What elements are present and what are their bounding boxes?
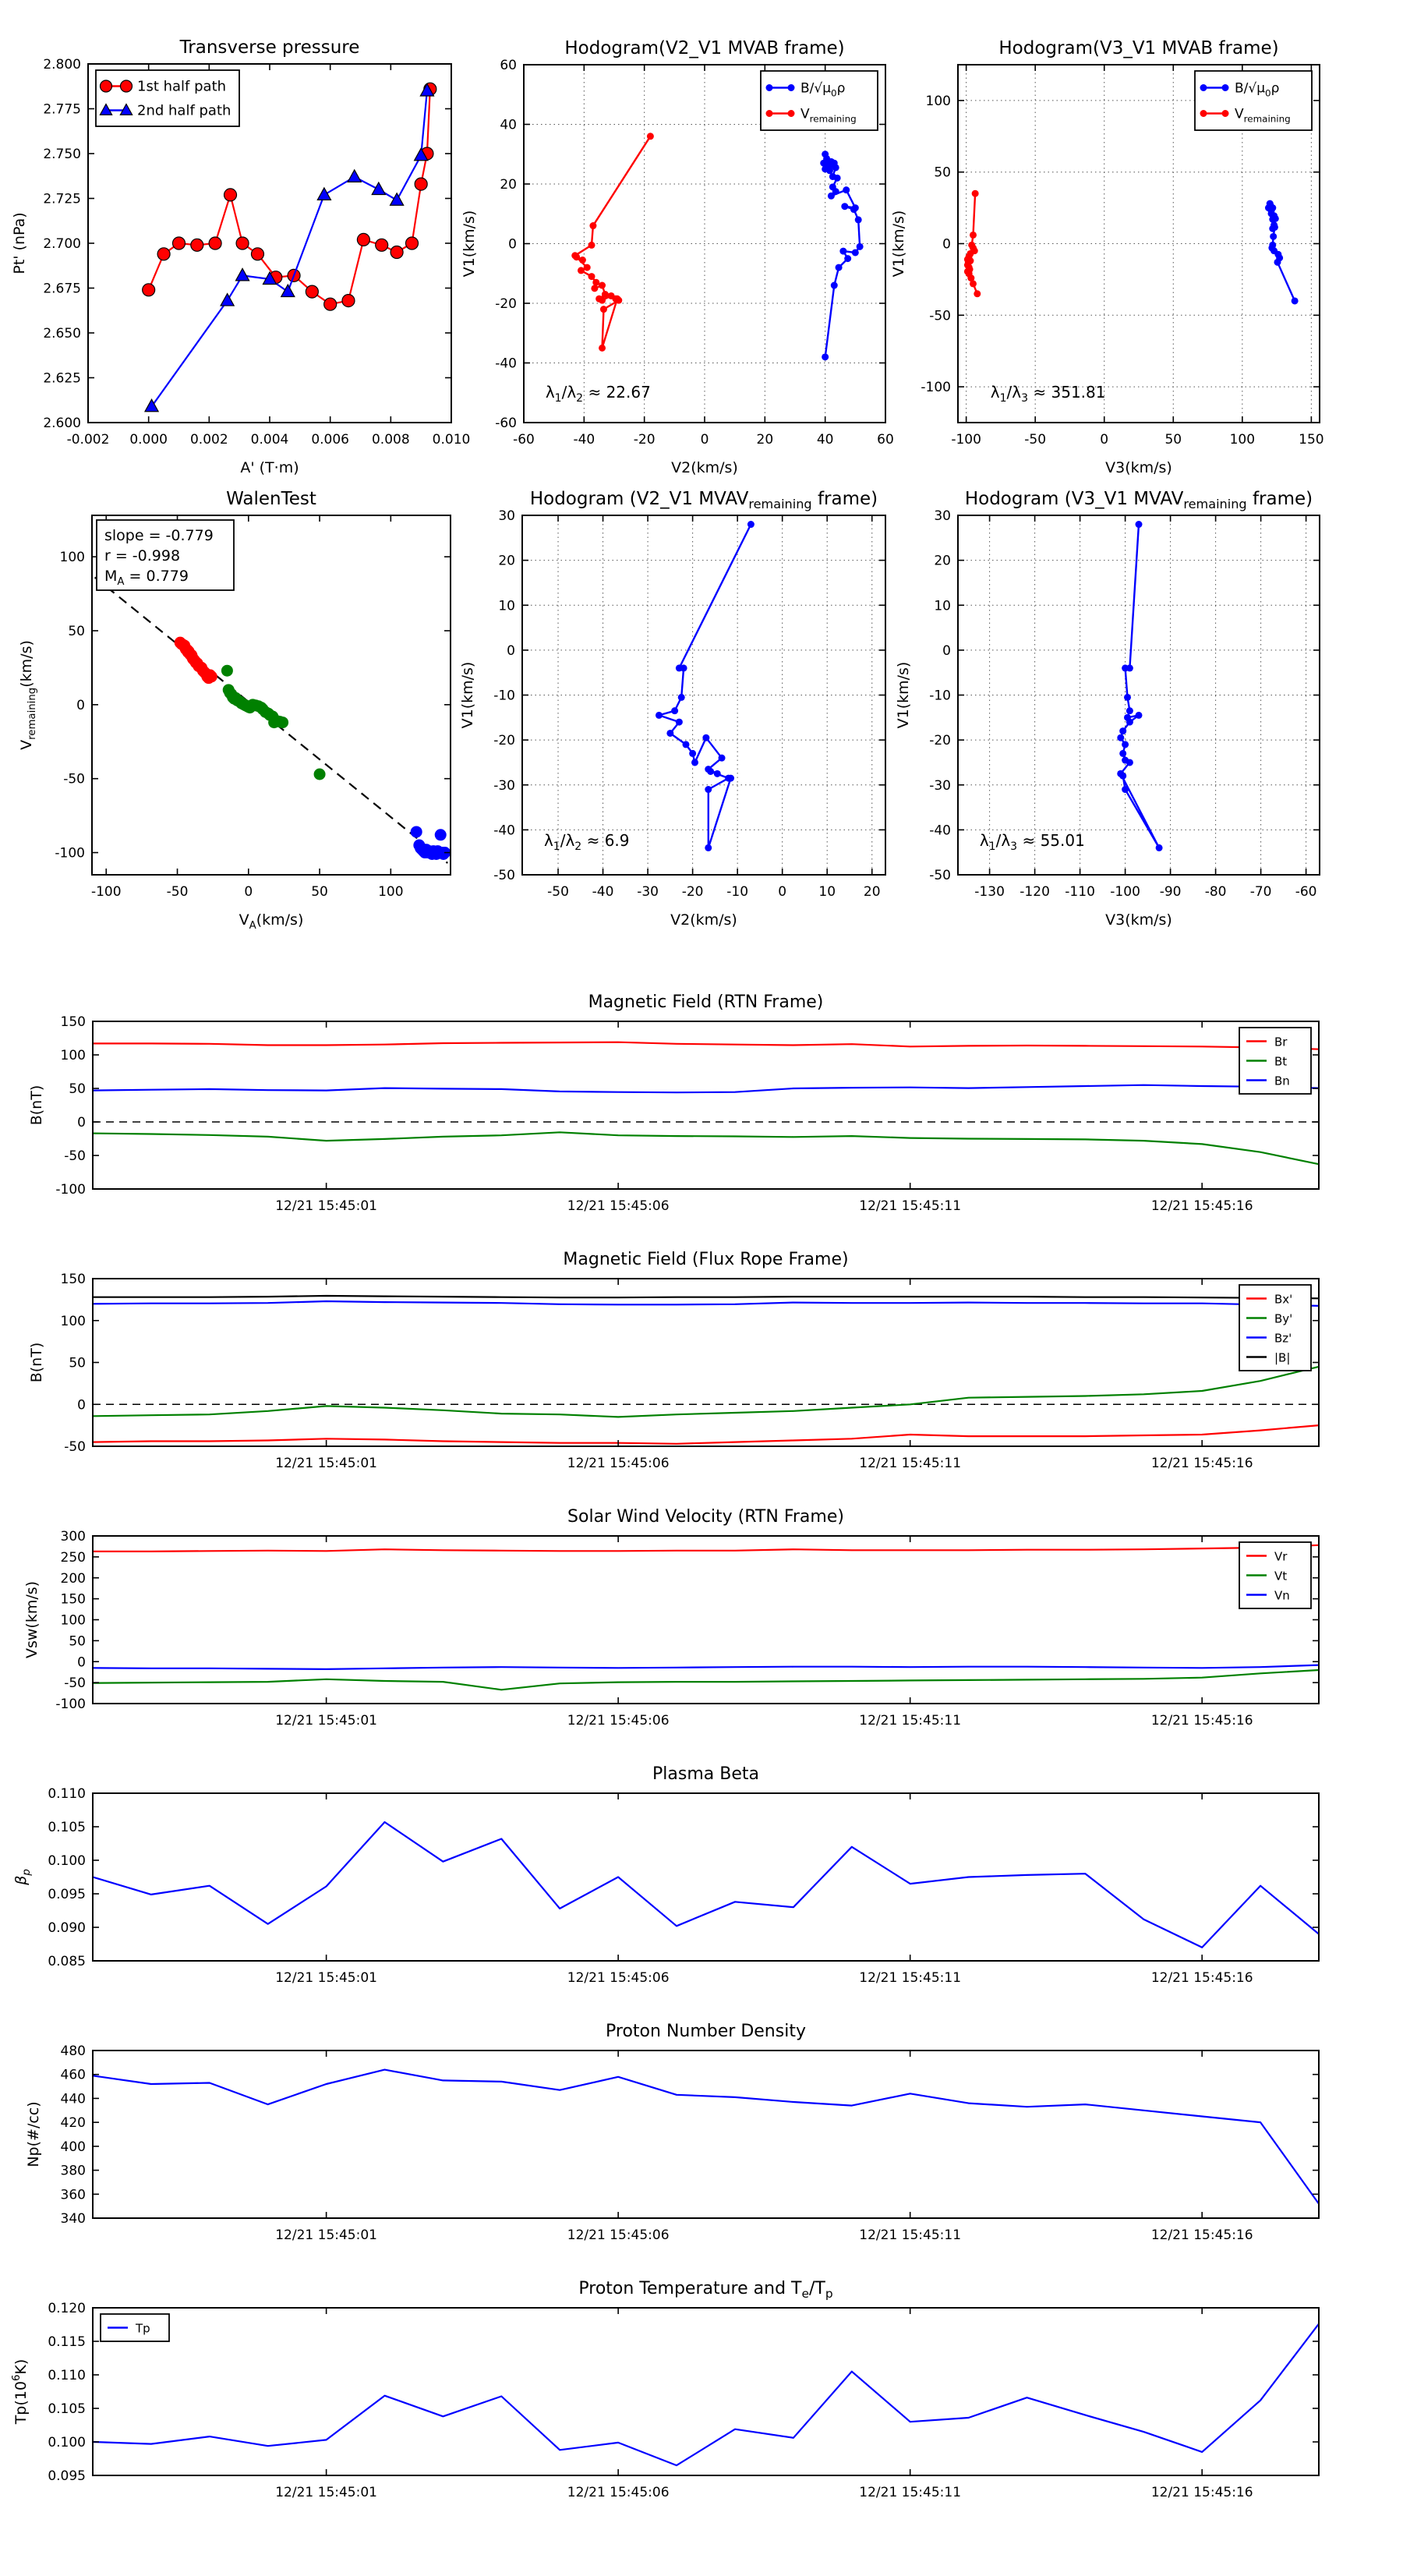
proton-density-ytick-label: 420 (60, 2115, 86, 2132)
hodogram-v2v1-mvav-title: Hodogram (V2_V1 $MVAV_{remaining}$ frame) (529, 489, 878, 511)
plasma-beta-ytick-label: 0.100 (48, 1853, 86, 1869)
walen-test (18, 489, 451, 932)
hodogram-v2v1-mvab-ytick-label: 60 (500, 58, 517, 73)
solar-wind-velocity-ylabel: Vsw(km/s) (23, 1580, 41, 1659)
hodogram-v2v1-mvav-ytick-label: 10 (498, 598, 515, 614)
hodogram-v2v1-mvab-xlabel: V2(km/s) (671, 459, 738, 476)
walen-test-xtick-label: 50 (311, 884, 328, 900)
hodogram-v2v1-mvab-xtick-label: -40 (573, 432, 595, 448)
transverse-pressure-xtick-label: 0.008 (371, 432, 410, 448)
mag-field-flux-rope-xtick-label: 12/21 15:45:01 (275, 1456, 377, 1471)
solar-wind-velocity-legend-label: Vn (1274, 1588, 1290, 1603)
hodogram-v3v1-mvab (890, 38, 1324, 476)
proton-temperature (11, 2279, 1319, 2500)
hodogram-v3v1-mvab-title: Hodogram(V3_V1 MVAB frame) (998, 38, 1279, 58)
mag-field-flux-rope-ytick-label: 50 (69, 1355, 86, 1371)
hodogram-v3v1-mvav-ytick-label: 20 (934, 553, 951, 569)
transverse-pressure-ytick-label: 2.600 (43, 416, 81, 431)
solar-wind-velocity-ytick-label: 200 (60, 1570, 86, 1587)
hodogram-v2v1-mvab-xtick-label: 40 (816, 432, 834, 448)
proton-temperature-xtick-label: 12/21 15:45:01 (275, 2485, 377, 2500)
solar-wind-velocity (23, 1507, 1319, 1729)
hodogram-v3v1-mvab-ytick-label: 50 (934, 165, 951, 181)
proton-density-title: Proton Number Density (606, 2022, 806, 2041)
mag-field-flux-rope-title: Magnetic Field (Flux Rope Frame) (563, 1250, 849, 1269)
solar-wind-velocity-title: Solar Wind Velocity (RTN Frame) (567, 1507, 844, 1527)
transverse-pressure-ytick-label: 2.775 (43, 101, 81, 118)
proton-density-ytick-label: 460 (60, 2067, 86, 2083)
transverse-pressure-xtick-label: 0.010 (432, 432, 471, 448)
mag-field-rtn (28, 993, 1319, 1214)
hodogram-v3v1-mvav-ylabel: V1(km/s) (895, 661, 912, 729)
plasma-beta-xtick-label: 12/21 15:45:11 (859, 1970, 962, 1986)
hodogram-v2v1-mvab-xtick-label: 20 (756, 432, 774, 448)
solar-wind-velocity-ytick-label: 250 (60, 1549, 86, 1566)
hodogram-v2v1-mvav-annotation: $\lambda_1/\lambda_2 \approx 6.9$ (543, 831, 630, 854)
proton-temperature-ytick-label: 0.105 (48, 2401, 86, 2417)
proton-density-ylabel: Np(#/cc) (25, 2101, 42, 2167)
hodogram-v3v1-mvav-ytick-label: -10 (929, 688, 951, 704)
proton-temperature-title: Proton Temperature and $T_e/T_p$ (578, 2279, 833, 2301)
proton-density-ytick-label: 380 (60, 2163, 86, 2179)
hodogram-v3v1-mvav-ytick-label: -40 (929, 823, 951, 839)
proton-temperature-xtick-label: 12/21 15:45:06 (567, 2485, 670, 2500)
mag-field-rtn-series (93, 1042, 1319, 1049)
plasma-beta-title: Plasma Beta (652, 1764, 759, 1784)
plasma-beta-ytick-label: 0.110 (48, 1786, 86, 1802)
hodogram-v2v1-mvav-ytick-label: -20 (493, 733, 515, 749)
hodogram-v2v1-mvab-ytick-label: 40 (500, 117, 517, 133)
solar-wind-velocity-legend-label: Vr (1274, 1549, 1288, 1564)
plasma-beta-ytick-label: 0.105 (48, 1820, 86, 1835)
solar-wind-velocity-ytick-label: -100 (55, 1697, 86, 1712)
hodogram-v3v1-mvav-xtick-label: -130 (974, 884, 1005, 900)
transverse-pressure-ytick-label: 2.675 (43, 281, 81, 297)
hodogram-v3v1-mvav-xtick-label: -60 (1295, 884, 1317, 900)
hodogram-v3v1-mvav-ytick-label: 0 (942, 642, 951, 659)
hodogram-v3v1-mvav-xtick-label: -90 (1159, 884, 1182, 900)
walen-test-title: WalenTest (226, 489, 316, 509)
hodogram-v3v1-mvab-xtick-label: 100 (1229, 432, 1256, 448)
hodogram-v3v1-mvab-legend-label: $B/√\mu_0\rho$ (1235, 80, 1280, 99)
solar-wind-velocity-legend-label: Vt (1274, 1569, 1288, 1583)
solar-wind-velocity-ytick-label: 150 (60, 1591, 86, 1608)
hodogram-v2v1-mvab-ylabel: V1(km/s) (461, 210, 478, 278)
mag-field-rtn-xtick-label: 12/21 15:45:11 (859, 1198, 962, 1214)
transverse-pressure-ytick-label: 2.625 (43, 370, 81, 387)
hodogram-v3v1-mvav-ytick-label: -30 (929, 777, 951, 794)
transverse-pressure-ytick-label: 2.725 (43, 191, 81, 207)
transverse-pressure-xtick-label: 0.004 (250, 432, 289, 448)
walen-test-ytick-label: 0 (76, 697, 85, 713)
transverse-pressure-legend-label: 1st half path (137, 78, 227, 95)
walen-test-xtick-label: 0 (244, 884, 253, 900)
hodogram-v3v1-mvab-xtick-label: -50 (1024, 432, 1047, 448)
hodogram-v2v1-mvav-ytick-label: -10 (493, 688, 515, 704)
walen-test-xtick-label: -50 (166, 884, 189, 900)
hodogram-v2v1-mvab-series (575, 136, 651, 349)
hodogram-v2v1-mvav-ytick-label: 0 (507, 642, 515, 659)
hodogram-v3v1-mvab-xlabel: V3(km/s) (1105, 459, 1172, 476)
mag-field-rtn-legend-label: Bn (1274, 1074, 1290, 1088)
walen-test-xtick-label: 100 (378, 884, 404, 900)
hodogram-v2v1-mvav-xtick-label: 10 (818, 884, 836, 900)
proton-temperature-series (93, 2321, 1319, 2466)
mag-field-rtn-legend-label: Bt (1274, 1054, 1288, 1069)
solar-wind-velocity-xtick-label: 12/21 15:45:11 (859, 1713, 962, 1729)
proton-density-xtick-label: 12/21 15:45:16 (1150, 2227, 1253, 2243)
hodogram-v3v1-mvab-xtick-label: 150 (1299, 432, 1324, 448)
hodogram-v3v1-mvab-ytick-label: 0 (942, 236, 951, 253)
hodogram-v3v1-mvav-title: Hodogram (V3_V1 $MVAV_{remaining}$ frame) (964, 489, 1313, 511)
mag-field-flux-rope-series (93, 1425, 1319, 1444)
hodogram-v2v1-mvav-ytick-label: -30 (493, 777, 515, 794)
proton-density-series (93, 2070, 1319, 2204)
proton-density-frame (93, 2051, 1319, 2218)
solar-wind-velocity-ytick-label: 0 (77, 1654, 86, 1671)
hodogram-v2v1-mvab-xtick-label: 60 (877, 432, 894, 448)
transverse-pressure-legend-label: 2nd half path (137, 102, 231, 119)
hodogram-v2v1-mvav-xtick-label: -50 (547, 884, 569, 900)
hodogram-v3v1-mvav-xtick-label: -70 (1249, 884, 1272, 900)
plasma-beta-ylabel: $\beta_p$ (12, 1869, 33, 1885)
walen-test-ytick-label: 100 (59, 550, 85, 566)
hodogram-v3v1-mvab-ytick-label: 100 (925, 93, 951, 109)
mag-field-flux-rope-legend-label: |B| (1274, 1350, 1291, 1365)
mag-field-rtn-series (93, 1085, 1319, 1093)
hodogram-v2v1-mvav-xtick-label: 0 (778, 884, 787, 900)
walen-test-stats-line: slope = -0.779 (104, 527, 214, 544)
transverse-pressure-xtick-label: 0.006 (311, 432, 350, 448)
mag-field-rtn-title: Magnetic Field (RTN Frame) (588, 993, 824, 1012)
walen-test-xtick-label: -100 (90, 884, 122, 900)
transverse-pressure-xtick-label: -0.002 (66, 432, 110, 448)
hodogram-v2v1-mvab (461, 38, 894, 476)
hodogram-v3v1-mvav-ytick-label: -20 (929, 733, 951, 749)
plasma-beta-xtick-label: 12/21 15:45:16 (1150, 1970, 1253, 1986)
solar-wind-velocity-ytick-label: -50 (64, 1675, 86, 1692)
mag-field-flux-rope-ytick-label: 100 (60, 1313, 86, 1329)
hodogram-v2v1-mvab-ytick-label: 0 (508, 236, 517, 253)
hodogram-v3v1-mvab-xtick-label: -100 (951, 432, 981, 448)
proton-temperature-legend-label: Tp (136, 2321, 150, 2336)
solar-wind-velocity-xtick-label: 12/21 15:45:16 (1150, 1713, 1253, 1729)
hodogram-v3v1-mvab-annotation: $\lambda_1/\lambda_3 \approx 351.81$ (990, 382, 1106, 405)
hodogram-v3v1-mvav (895, 489, 1320, 929)
walen-test-stats-line: r = -0.998 (104, 547, 181, 564)
transverse-pressure-ytick-label: 2.800 (43, 57, 81, 73)
plasma-beta-series (93, 1822, 1319, 1948)
mag-field-flux-rope-series (93, 1301, 1319, 1306)
plasma-beta-frame (93, 1793, 1319, 1961)
solar-wind-velocity-ytick-label: 100 (60, 1612, 86, 1629)
proton-temperature-frame (93, 2308, 1319, 2475)
mag-field-flux-rope-ytick-label: -50 (64, 1439, 86, 1455)
hodogram-v2v1-mvav-ytick-label: -50 (493, 868, 515, 883)
hodogram-v2v1-mvav-ytick-label: 30 (498, 508, 515, 524)
solar-wind-velocity-xtick-label: 12/21 15:45:01 (275, 1713, 377, 1729)
transverse-pressure-ylabel: Pt' (nPa) (11, 212, 28, 274)
mag-field-rtn-ytick-label: -50 (64, 1148, 86, 1164)
mag-field-flux-rope-legend-label: By' (1274, 1311, 1293, 1326)
proton-density-ytick-label: 360 (60, 2187, 86, 2203)
hodogram-v2v1-mvav-xtick-label: -10 (726, 884, 749, 900)
hodogram-v3v1-mvav-ytick-label: 30 (934, 508, 951, 524)
plasma-beta (12, 1764, 1319, 1986)
walen-test-ytick-label: -50 (63, 771, 85, 787)
mag-field-flux-rope-xtick-label: 12/21 15:45:16 (1150, 1456, 1253, 1471)
proton-density-ytick-label: 440 (60, 2091, 86, 2107)
solar-wind-velocity-series (93, 1665, 1319, 1669)
proton-temperature-ytick-label: 0.100 (48, 2435, 86, 2450)
mag-field-rtn-ytick-label: 150 (60, 1014, 86, 1030)
mag-field-rtn-ytick-label: -100 (55, 1182, 86, 1198)
mag-field-flux-rope (28, 1250, 1319, 1471)
mag-field-rtn-legend-label: Br (1274, 1035, 1288, 1049)
walen-test-xlabel: $V_A(km/s)$ (239, 911, 304, 932)
mag-field-flux-rope-ylabel: B(nT) (28, 1342, 45, 1383)
mag-field-rtn-xtick-label: 12/21 15:45:01 (275, 1198, 377, 1214)
hodogram-v2v1-mvav-ylabel: V1(km/s) (459, 661, 476, 729)
proton-temperature-ytick-label: 0.095 (48, 2468, 86, 2484)
proton-temperature-ytick-label: 0.120 (48, 2301, 86, 2316)
mag-field-flux-rope-ytick-label: 150 (60, 1272, 86, 1287)
solar-wind-velocity-xtick-label: 12/21 15:45:06 (567, 1713, 670, 1729)
hodogram-v2v1-mvab-ytick-label: -40 (495, 356, 517, 372)
proton-density-xtick-label: 12/21 15:45:11 (859, 2227, 962, 2243)
hodogram-v2v1-mvav (459, 489, 885, 929)
mag-field-flux-rope-xtick-label: 12/21 15:45:11 (859, 1456, 962, 1471)
mag-field-rtn-series (93, 1132, 1319, 1164)
hodogram-v2v1-mvav-xlabel: V2(km/s) (670, 911, 737, 929)
hodogram-v2v1-mvab-legend-label: $V_{remaining}$ (800, 106, 857, 125)
mag-field-rtn-xtick-label: 12/21 15:45:06 (567, 1198, 670, 1214)
mag-field-flux-rope-xtick-label: 12/21 15:45:06 (567, 1456, 670, 1471)
hodogram-v2v1-mvav-xtick-label: -30 (637, 884, 659, 900)
hodogram-v3v1-mvab-ylabel: V1(km/s) (890, 210, 907, 278)
hodogram-v2v1-mvab-title: Hodogram(V2_V1 MVAB frame) (564, 38, 845, 58)
hodogram-v3v1-mvab-ytick-label: -100 (921, 380, 951, 396)
transverse-pressure-xtick-label: 0.000 (129, 432, 168, 448)
hodogram-v2v1-mvab-annotation: $\lambda_1/\lambda_2 \approx 22.67$ (545, 382, 651, 405)
proton-density-xtick-label: 12/21 15:45:01 (275, 2227, 377, 2243)
transverse-pressure-xtick-label: 0.002 (189, 432, 228, 448)
mag-field-rtn-ytick-label: 0 (77, 1115, 86, 1131)
hodogram-v2v1-mvav-xtick-label: 20 (863, 884, 881, 900)
mag-field-rtn-ytick-label: 100 (60, 1048, 86, 1063)
hodogram-v3v1-mvav-xtick-label: -100 (1110, 884, 1140, 900)
transverse-pressure-ytick-label: 2.700 (43, 236, 81, 252)
hodogram-v3v1-mvav-xtick-label: -80 (1204, 884, 1227, 900)
transverse-pressure (11, 37, 470, 476)
walen-test-stats-line: $M_A = 0.779$ (104, 568, 189, 588)
hodogram-v2v1-mvav-xtick-label: -40 (592, 884, 614, 900)
walen-test-ytick-label: 50 (68, 623, 85, 639)
plasma-beta-ytick-label: 0.085 (48, 1954, 86, 1969)
walen-test-ylabel: $V_{remaining}(km/s)$ (18, 640, 38, 750)
transverse-pressure-xlabel: A' (T·m) (240, 459, 299, 476)
proton-density-xtick-label: 12/21 15:45:06 (567, 2227, 670, 2243)
mag-field-flux-rope-series (93, 1367, 1319, 1417)
plasma-beta-ytick-label: 0.095 (48, 1887, 86, 1902)
solar-wind-velocity-series (93, 1670, 1319, 1690)
mag-field-rtn-ytick-label: 50 (69, 1081, 86, 1097)
hodogram-v3v1-mvab-xtick-label: 0 (1100, 432, 1109, 448)
hodogram-v2v1-mvab-xtick-label: 0 (700, 432, 709, 448)
solar-wind-velocity-ytick-label: 300 (60, 1529, 86, 1545)
hodogram-v2v1-mvab-ytick-label: 20 (500, 177, 517, 193)
proton-temperature-ytick-label: 0.110 (48, 2368, 86, 2383)
mag-field-flux-rope-series (93, 1296, 1319, 1298)
proton-density-ytick-label: 340 (60, 2211, 86, 2227)
hodogram-v3v1-mvab-legend-label: $V_{remaining}$ (1235, 106, 1291, 125)
mag-field-flux-rope-ytick-label: 0 (77, 1397, 86, 1414)
hodogram-v2v1-mvab-legend-label: $B/√\mu_0\rho$ (800, 80, 846, 99)
hodogram-v3v1-mvab-xtick-label: 50 (1164, 432, 1182, 448)
hodogram-v3v1-mvav-series (1121, 525, 1159, 848)
walen-test-ytick-label: -100 (55, 845, 85, 862)
hodogram-v3v1-mvav-xtick-label: -120 (1020, 884, 1050, 900)
hodogram-v3v1-mvav-xtick-label: -110 (1065, 884, 1095, 900)
hodogram-v3v1-mvav-xlabel: V3(km/s) (1105, 911, 1172, 929)
mag-field-rtn-ylabel: B(nT) (28, 1085, 45, 1126)
proton-temperature-xtick-label: 12/21 15:45:16 (1150, 2485, 1253, 2500)
solar-wind-velocity-ytick-label: 50 (69, 1633, 86, 1650)
plasma-beta-ytick-label: 0.090 (48, 1920, 86, 1936)
mag-field-rtn-xtick-label: 12/21 15:45:16 (1150, 1198, 1253, 1214)
hodogram-v2v1-mvab-ytick-label: -20 (495, 296, 517, 312)
hodogram-v2v1-mvab-xtick-label: -20 (633, 432, 656, 448)
hodogram-v3v1-mvav-ytick-label: -50 (929, 868, 951, 883)
hodogram-v2v1-mvav-ytick-label: -40 (493, 823, 515, 839)
transverse-pressure-title: Transverse pressure (179, 37, 360, 58)
hodogram-v2v1-mvab-ytick-label: -60 (495, 416, 517, 431)
solar-wind-velocity-series (93, 1545, 1319, 1552)
hodogram-v2v1-mvav-xtick-label: -20 (681, 884, 704, 900)
plasma-beta-xtick-label: 12/21 15:45:01 (275, 1970, 377, 1986)
hodogram-v3v1-mvav-annotation: $\lambda_1/\lambda_3 \approx 55.01$ (979, 831, 1085, 854)
transverse-pressure-ytick-label: 2.650 (43, 326, 81, 341)
hodogram-v3v1-mvav-ytick-label: 10 (934, 598, 951, 614)
proton-temperature-ytick-label: 0.115 (48, 2334, 86, 2350)
hodogram-v2v1-mvab-xtick-label: -60 (513, 432, 535, 448)
hodogram-v2v1-mvav-ytick-label: 20 (498, 553, 515, 569)
mag-field-flux-rope-legend-label: Bz' (1274, 1331, 1292, 1346)
proton-density (25, 2022, 1319, 2243)
hodogram-v3v1-mvab-ytick-label: -50 (929, 308, 951, 324)
mag-field-flux-rope-legend-label: Bx' (1274, 1292, 1293, 1307)
transverse-pressure-ytick-label: 2.750 (43, 147, 81, 162)
proton-density-ytick-label: 400 (60, 2139, 86, 2155)
proton-temperature-xtick-label: 12/21 15:45:11 (859, 2485, 962, 2500)
proton-temperature-ylabel: $Tp(10^6K)$ (11, 2358, 30, 2425)
proton-density-ytick-label: 480 (60, 2043, 86, 2059)
plasma-beta-xtick-label: 12/21 15:45:06 (567, 1970, 670, 1986)
